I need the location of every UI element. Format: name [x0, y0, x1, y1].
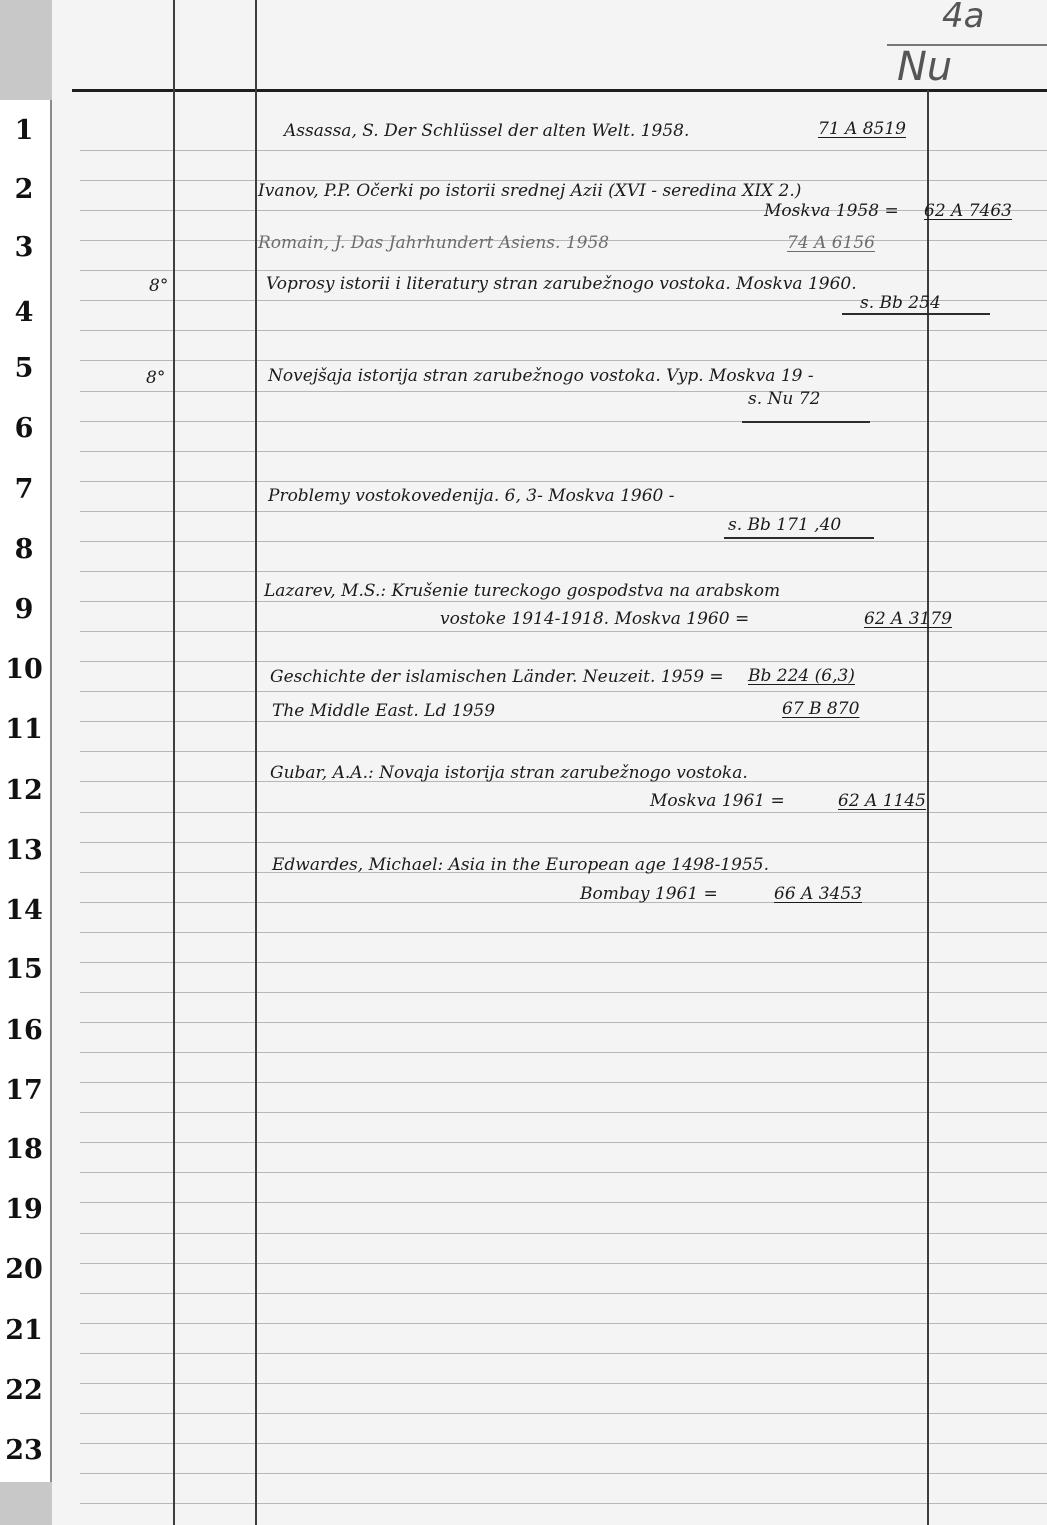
ruled-line: [80, 962, 1047, 963]
line-number: 9: [14, 594, 34, 625]
ruled-line: [80, 421, 1047, 422]
ruled-line: [80, 1052, 1047, 1053]
line-number: 21: [5, 1315, 43, 1346]
ruled-line: [80, 360, 1047, 361]
sheet-number: 4a: [942, 0, 985, 36]
line-number: 12: [5, 775, 43, 806]
ruled-line: [80, 1082, 1047, 1083]
ruled-line: [80, 631, 1047, 632]
line-number: 2: [14, 174, 34, 205]
line-number: 22: [5, 1375, 43, 1406]
ruled-line: [80, 451, 1047, 452]
entry-title: Assassa, S. Der Schlüssel der alten Welt. 1958.: [284, 121, 690, 141]
ruled-line: [80, 932, 1047, 933]
entry-signature: Bb 224 (6,3): [748, 666, 855, 686]
ruled-line: [80, 691, 1047, 692]
line-number: 3: [14, 232, 34, 263]
ruled-line: [80, 1263, 1047, 1264]
line-number: 23: [5, 1435, 43, 1466]
ruled-line: [80, 150, 1047, 151]
entry-signature: 66 A 3453: [774, 884, 862, 904]
line-number: 15: [5, 954, 43, 985]
line-number: 7: [14, 474, 34, 505]
shelf-mark: Nu: [897, 44, 953, 90]
line-number: 6: [14, 413, 34, 444]
line-number: 5: [14, 353, 34, 384]
entry-imprint: Bombay 1961 =: [580, 884, 718, 904]
entry-title: Gubar, A.A.: Novaja istorija stran zarubežnogo vostoka.: [270, 763, 748, 783]
line-number: 20: [5, 1254, 43, 1285]
signature-underline: [742, 421, 870, 423]
signature-underline: [842, 313, 990, 315]
line-number: 19: [5, 1194, 43, 1225]
ruled-line: [80, 270, 1047, 271]
entry-title: Edwardes, Michael: Asia in the European age 1498-1955.: [272, 855, 769, 875]
ruled-line: [80, 751, 1047, 752]
ledger-sheet: [52, 0, 1047, 1525]
entry-signature: 62 A 1145: [838, 791, 926, 811]
ruled-line: [80, 571, 1047, 572]
ruled-line: [80, 1443, 1047, 1444]
line-number: 4: [14, 297, 34, 328]
ruled-line: [80, 842, 1047, 843]
entry-signature: 67 B 870: [782, 699, 860, 719]
signature-underline: [724, 537, 874, 539]
ruled-line: [80, 1353, 1047, 1354]
column-line: [173, 0, 175, 1525]
entry-title: Lazarev, M.S.: Krušenie tureckogo gospodstva na arabskom: [264, 581, 781, 601]
entry-title: The Middle East. Ld 1959: [272, 701, 496, 721]
entry-imprint: Moskva 1961 =: [650, 791, 785, 811]
line-number: 1: [14, 115, 34, 146]
ruled-line: [80, 1022, 1047, 1023]
ruled-line: [80, 721, 1047, 722]
ruled-line: [80, 481, 1047, 482]
entry-title: Problemy vostokovedenija. 6, 3- Moskva 1960 -: [268, 486, 675, 506]
ruled-line: [80, 812, 1047, 813]
entry-title: Novejšaja istorija stran zarubežnogo vostoka. Vyp. Moskva 19 -: [268, 366, 814, 386]
ruled-line: [80, 1233, 1047, 1234]
ruled-line: [80, 1413, 1047, 1414]
ruled-line: [80, 541, 1047, 542]
entry-signature: 74 A 6156: [787, 233, 875, 253]
ruled-line: [80, 1202, 1047, 1203]
entry-imprint: vostoke 1914-1918. Moskva 1960 =: [440, 609, 750, 629]
line-number-gutter: [0, 0, 52, 1525]
ruled-line: [80, 391, 1047, 392]
ruled-line: [80, 511, 1047, 512]
ruled-line: [80, 210, 1047, 211]
entry-signature: 71 A 8519: [818, 119, 906, 139]
entry-imprint: Moskva 1958 =: [764, 201, 899, 221]
ruled-line: [80, 992, 1047, 993]
ruled-line: [80, 1112, 1047, 1113]
ruled-line: [80, 1383, 1047, 1384]
entry-title: Geschichte der islamischen Länder. Neuzeit. 1959 =: [270, 667, 724, 687]
ruled-line: [80, 1142, 1047, 1143]
entry-format: 8°: [146, 368, 166, 388]
ruled-line: [80, 1172, 1047, 1173]
entry-title: Romain, J. Das Jahrhundert Asiens. 1958: [258, 233, 610, 253]
line-number: 16: [5, 1015, 43, 1046]
entry-format: 8°: [149, 276, 169, 296]
line-number: 11: [5, 714, 43, 745]
ruled-line: [80, 1503, 1047, 1504]
line-number: 10: [5, 654, 43, 685]
ruled-line: [80, 661, 1047, 662]
ruled-line: [80, 902, 1047, 903]
entry-signature: 62 A 3179: [864, 609, 952, 629]
entry-signature: s. Bb 171 ,40: [728, 515, 842, 535]
entry-title: Voprosy istorii i literatury stran zarubežnogo vostoka. Moskva 1960.: [266, 274, 857, 294]
line-number: 17: [5, 1075, 43, 1106]
ruled-line: [80, 1293, 1047, 1294]
entry-signature: s. Nu 72: [748, 389, 821, 409]
ruled-line: [80, 330, 1047, 331]
entry-signature: s. Bb 254: [860, 293, 941, 313]
line-number: 14: [5, 895, 43, 926]
column-line: [255, 0, 257, 1525]
ruled-line: [80, 1473, 1047, 1474]
line-number: 13: [5, 835, 43, 866]
entry-signature: 62 A 7463: [924, 201, 1012, 221]
line-number: 18: [5, 1134, 43, 1165]
entry-title: Ivanov, P.P. Očerki po istorii srednej Azii (XVI - seredina XIX 2.): [258, 181, 802, 201]
ruled-line: [80, 1323, 1047, 1324]
line-number: 8: [14, 534, 34, 565]
